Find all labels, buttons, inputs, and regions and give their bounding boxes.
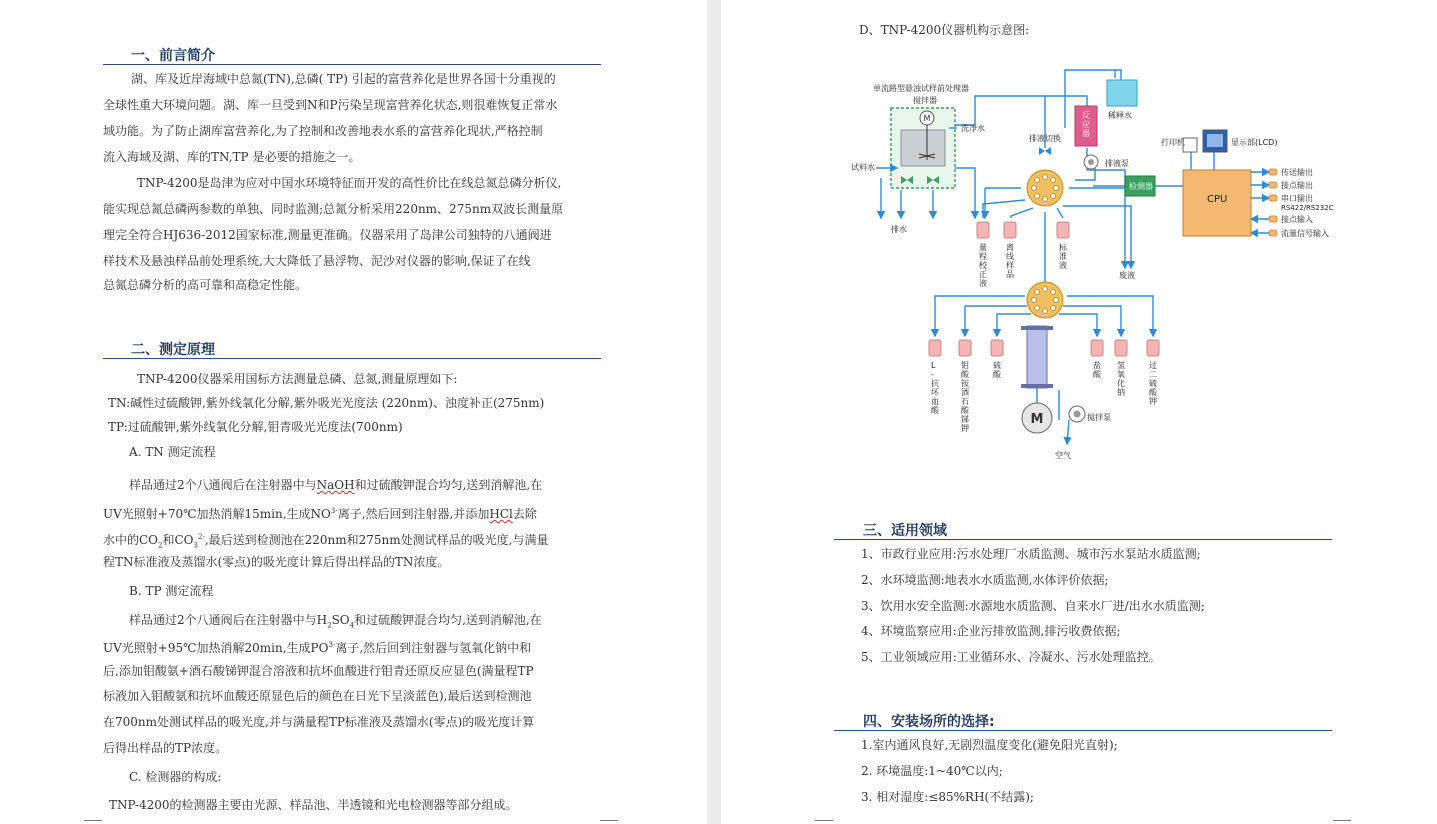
section-rule	[834, 730, 1332, 731]
intro-line-7: 理完全符合HJ636-2012国家标准,测量更准确。仪器采用了岛津公司独特的八通阀进	[103, 228, 552, 242]
svg-text:搅拌器: 搅拌器	[913, 96, 937, 105]
tp-line-6: 后得出样品的TP浓度。	[103, 741, 228, 755]
svg-text:流量信号输入: 流量信号输入	[1281, 229, 1329, 238]
bottle-label-molybdate: 钼酸铵酒石酸锑钾	[961, 361, 969, 433]
svg-text:CPU: CPU	[1207, 194, 1228, 205]
page-corner-mark	[815, 820, 833, 821]
tp-line-5: 在700nm处测试样品的吸光度,并与满量程TP标准液及蒸馏水(零点)的吸光度计算	[103, 715, 535, 729]
bottle-label-hydrochloric: 盐酸	[1093, 361, 1101, 379]
svg-text:RS422/RS232C: RS422/RS232C	[1281, 204, 1334, 212]
tp-line-1: 样品通过2个八通阀后在注射器中与$H_2SO_4$和过硫酸钾混合均匀,送到消解池,在	[129, 613, 542, 630]
tp-line-4: 标液加入钼酸氨和抗坏血酸还原显色后的颜色在日光下呈淡蓝色),最后送到检测池	[103, 689, 532, 703]
bottle-icon	[1147, 340, 1159, 356]
section-rule	[103, 358, 601, 359]
application-item: 1、市政行业应用:污水处理厂水质监测、城市污水泵站水质监测;	[861, 547, 1201, 561]
tn-line-2: UV光照射+70℃加热消解15min,生成$NO^{3-}$离子,然后回到注射器,并添加HCl去除	[103, 507, 537, 521]
svg-text:空气: 空气	[1055, 451, 1071, 460]
svg-text:检测器: 检测器	[1129, 182, 1153, 191]
reactor-label: 反应器	[1082, 111, 1090, 138]
bottle-icon	[1091, 340, 1103, 356]
subsection-c-title: C. 检测器的构成:	[129, 770, 222, 784]
section-rule	[834, 539, 1332, 540]
svg-text:稀释水: 稀释水	[1108, 111, 1132, 120]
right-page	[721, 0, 1437, 824]
svg-text:M: M	[923, 114, 931, 123]
printer-icon	[1183, 138, 1197, 152]
svg-text:打印机: 打印机	[1161, 138, 1185, 147]
tn-line-1: 样品通过2个八通阀后在注射器中与NaOH和过硫酸钾混合均匀,送到消解池,在	[129, 478, 543, 492]
svg-text:显示部(LCD): 显示部(LCD)	[1231, 138, 1278, 147]
mixing-chamber	[901, 130, 945, 166]
intro-line-2: 全球性重大环境问题。湖、库一旦受到N和P污染呈现富营养化状态,则很难恢复正常水	[103, 98, 558, 112]
section-title-installation: 四、安装场所的选择:	[863, 714, 995, 730]
bottle-icon	[1057, 222, 1069, 238]
intro-line-8: 样技术及悬浊样品前处理系统,大大降低了悬浮物、泥沙对仪器的影响,保证了在线	[103, 254, 531, 268]
bottle-icon	[929, 340, 941, 356]
bottle-label-persulfate: 过二硫酸钾	[1149, 361, 1157, 406]
section-title-applications: 三、适用领域	[863, 523, 947, 539]
intro-line-9: 总氮总磷分析的高可靠和高稳定性能。	[103, 278, 308, 292]
bottle-icon	[1004, 222, 1016, 238]
dilution-tank	[1107, 80, 1137, 106]
section-title-intro: 一、前言简介	[131, 48, 215, 64]
bottle-icon	[1115, 340, 1127, 356]
bottle-icon	[959, 340, 971, 356]
tn-line-3: 水中的$CO_2$和$CO_3^{2-}$,最后送到检测池在220nm和275nm处测试样品的吸光度,与满量	[103, 533, 549, 550]
bottle-label-sulfuric: 硫酸	[993, 361, 1001, 379]
tp-line-3: 后,添加钼酸氨+酒石酸锑钾混合溶液和抗坏血酸进行钼青还原反应显色(满量程TP	[103, 664, 534, 678]
intro-line-5: TNP-4200是岛津为应对中国水环境特征而开发的高性价比在线总氮总磷分析仪,	[137, 176, 562, 190]
svg-text:接点输入: 接点输入	[1281, 215, 1313, 224]
page-corner-mark	[600, 820, 618, 821]
svg-text:试料水: 试料水	[851, 163, 875, 172]
application-item: 2、水环境监测:地表水水质监测,水体评价依据;	[861, 573, 1109, 587]
svg-text:M: M	[1030, 412, 1044, 427]
switch-valve-icon	[1039, 147, 1051, 155]
svg-text:串口输出: 串口输出	[1281, 194, 1313, 203]
svg-text:排液切换: 排液切换	[1029, 134, 1061, 143]
svg-text:传送输出: 传送输出	[1281, 168, 1313, 177]
bottle-label-standard: 标准液	[1059, 243, 1067, 270]
intro-line-3: 域功能。为了防止湖库富营养化,为了控制和改善地表水系的富营养化现状,严格控制	[103, 124, 543, 138]
svg-text:搅拌泵: 搅拌泵	[1087, 413, 1111, 422]
page-corner-mark	[1333, 820, 1351, 821]
section-rule	[103, 64, 601, 65]
application-item: 5、工业领域应用:工业循环水、冷凝水、污水处理监控。	[861, 650, 1161, 664]
subsection-b-title: B. TP 测定流程	[129, 584, 214, 598]
section-title-principle: 二、测定原理	[131, 342, 215, 358]
svg-text:单流路型悬浊试样前处理器: 单流路型悬浊试样前处理器	[873, 84, 969, 93]
bottle-label-naoh: 氢氧化钠	[1117, 361, 1125, 397]
bottle-icon	[977, 222, 989, 238]
tn-line-4: 程TN标准液及蒸馏水(零点)的吸光度计算后得出样品的TN浓度。	[103, 555, 450, 569]
instrument-diagram	[846, 60, 1346, 470]
svg-text:排水: 排水	[891, 225, 907, 234]
bottle-label-offline: 离线样品	[1006, 243, 1014, 279]
subsection-a-title: A. TN 测定流程	[129, 445, 216, 459]
bottle-label-span: 量程校正液	[979, 243, 987, 288]
diagram-title: D、TNP-4200仪器机构示意图:	[859, 23, 1030, 37]
svg-text:排液泵: 排液泵	[1105, 159, 1129, 168]
syringe	[1027, 326, 1047, 388]
installation-item: 2. 环境温度:1~40℃以内;	[861, 764, 1003, 778]
detector-text: TNP-4200的检测器主要由光源、样品池、半透镜和光电检测器等部分组成。	[109, 798, 518, 812]
application-item: 4、环境监察应用:企业污排放监测,排污收费依据;	[861, 624, 1121, 638]
svg-text:废液: 废液	[1119, 271, 1135, 280]
principle-tn: TN:碱性过硫酸钾,紫外线氧化分解,紫外吸光光度法 (220nm)、浊度补正(275nm)	[108, 396, 545, 410]
intro-line-4: 流入海域及湖、库的TN,TP 是必要的措施之一。	[103, 150, 361, 164]
intro-line-6: 能实现总氮总磷两参数的单独、同时监测;总氮分析采用220nm、275nm双波长测量原	[103, 202, 564, 216]
intro-line-1: 湖、库及近岸海域中总氮(TN),总磷( TP) 引起的富营养化是世界各国十分重视的	[131, 72, 556, 86]
page-corner-mark	[84, 820, 102, 821]
installation-item: 3. 相对湿度:≤85%RH(不结露);	[861, 790, 1034, 804]
tp-line-2: UV光照射+95℃加热消解20min,生成$PO^{3-}$离子,然后回到注射器与氢氧化钠中和	[103, 641, 532, 655]
application-item: 3、饮用水安全监测:水源地水质监测、自来水厂进/出水水质监测;	[861, 599, 1205, 613]
bottle-label-ascorbic: L -抗坏血酸	[931, 361, 939, 415]
svg-text:洗净水: 洗净水	[961, 124, 985, 133]
bottle-icon	[991, 340, 1003, 356]
left-page	[0, 0, 707, 824]
svg-text:接点输出: 接点输出	[1281, 181, 1313, 190]
principle-intro: TNP-4200仪器采用国标方法测量总磷、总氮,测量原理如下:	[137, 372, 458, 386]
installation-item: 1.室内通风良好,无剧烈温度变化(避免阳光直射);	[861, 738, 1118, 752]
principle-tp: TP:过硫酸钾,紫外线氧化分解,钼青吸光光度法(700nm)	[108, 420, 403, 434]
